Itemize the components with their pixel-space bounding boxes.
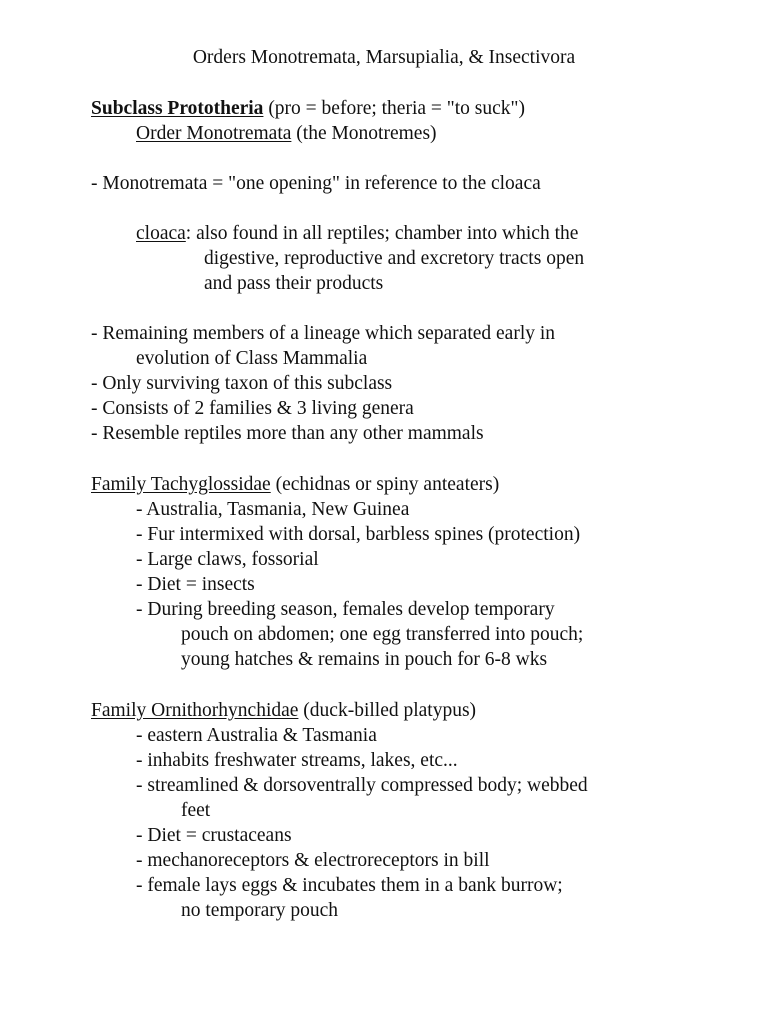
tachyglossidae-point: - Australia, Tasmania, New Guinea [136, 499, 410, 520]
tachyglossidae-point: - Large claws, fossorial [136, 549, 319, 570]
ornithorhynchidae-point: - inhabits freshwater streams, lakes, etc... [136, 750, 458, 771]
ornithorhynchidae-point: - streamlined & dorsoventrally compressed body; webbed [136, 775, 588, 796]
cloaca-term: cloaca [136, 223, 186, 244]
ornithorhynchidae-point: - Diet = crustaceans [136, 825, 292, 846]
tachyglossidae-point: - During breeding season, females develop temporary [136, 599, 555, 620]
family-ornithorhynchidae-name: Family Ornithorhynchidae [91, 700, 299, 721]
order-note: (the Monotremes) [291, 123, 437, 144]
document-title: Orders Monotremata, Marsupialia, & Insectivora [192, 47, 576, 68]
general-point: - Resemble reptiles more than any other mammals [91, 423, 484, 444]
general-point-continued: evolution of Class Mammalia [136, 348, 368, 369]
general-point: - Remaining members of a lineage which separated early in [91, 323, 556, 344]
general-point: - Only surviving taxon of this subclass [91, 373, 393, 394]
tachyglossidae-point-continued: pouch on abdomen; one egg transferred into pouch; [181, 624, 584, 645]
subclass-line [91, 96, 525, 121]
ornithorhynchidae-point: - mechanoreceptors & electroreceptors in bill [136, 850, 490, 871]
subclass-note: (pro = before; theria = "to suck") [263, 98, 525, 119]
tachyglossidae-point-continued: young hatches & remains in pouch for 6-8 wks [181, 649, 548, 670]
order-name: Order Monotremata [136, 123, 292, 144]
tachyglossidae-point: - Fur intermixed with dorsal, barbless spines (protection) [136, 524, 581, 545]
cloaca-line-1 [136, 221, 578, 246]
order-line [136, 121, 437, 146]
family-tachyglossidae-note: (echidnas or spiny anteaters) [270, 474, 500, 495]
monotremata-definition: - Monotremata = "one opening" in reference to the cloaca [91, 173, 541, 194]
cloaca-definition-3: and pass their products [204, 273, 384, 294]
family-tachyglossidae-heading [91, 472, 499, 497]
family-tachyglossidae-name: Family Tachyglossidae [91, 474, 271, 495]
cloaca-definition-1: : also found in all reptiles; chamber into which the [185, 223, 579, 244]
cloaca-definition-2: digestive, reproductive and excretory tracts open [204, 248, 585, 269]
tachyglossidae-point: - Diet = insects [136, 574, 255, 595]
ornithorhynchidae-point-continued: feet [181, 800, 211, 821]
ornithorhynchidae-point: - eastern Australia & Tasmania [136, 725, 377, 746]
subclass-heading: Subclass Prototheria [91, 98, 264, 119]
general-point: - Consists of 2 families & 3 living genera [91, 398, 414, 419]
ornithorhynchidae-point-continued: no temporary pouch [181, 900, 339, 921]
family-ornithorhynchidae-heading [91, 698, 476, 723]
ornithorhynchidae-point: - female lays eggs & incubates them in a bank burrow; [136, 875, 563, 896]
family-ornithorhynchidae-note: (duck-billed platypus) [298, 700, 477, 721]
